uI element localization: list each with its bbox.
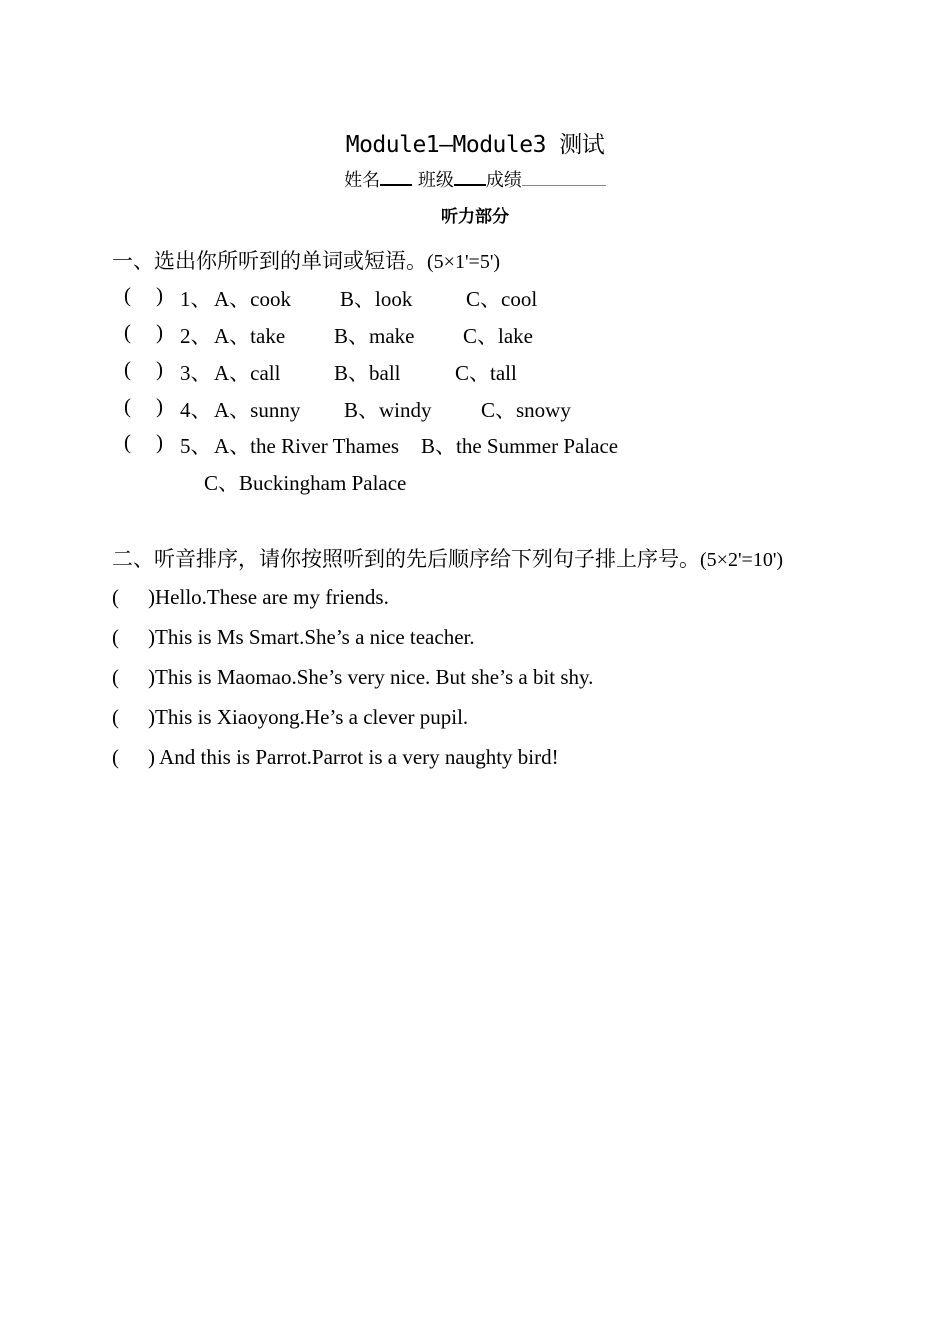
answer-paren-open: (: [112, 585, 119, 609]
name-blank[interactable]: [380, 166, 412, 186]
answer-paren-open: (: [112, 745, 119, 769]
answer-paren-close: ): [156, 357, 163, 381]
option-b: B、ball: [334, 361, 401, 385]
answer-paren-open: (: [124, 394, 131, 418]
answer-paren-open: (: [124, 320, 131, 344]
answer-paren-open: (: [112, 705, 119, 729]
class-label: 班级: [417, 170, 454, 191]
option-b: B、windy: [344, 398, 432, 422]
option-a: A、sunny: [214, 398, 301, 422]
answer-paren-open: (: [112, 665, 119, 689]
question-number: 4、: [180, 398, 212, 422]
option-c: C、tall: [455, 361, 517, 385]
option-c: C、cool: [466, 287, 538, 311]
score-blank[interactable]: [522, 167, 606, 186]
question-number: 3、: [180, 361, 212, 385]
section1-heading: 一、选出你所听到的单词或短语。(5×1'=5'): [112, 249, 501, 273]
listening-part-subtitle: 听力部分: [441, 207, 509, 227]
page-title: Module1—Module3 测试: [345, 132, 605, 158]
option-a: A、call: [214, 361, 281, 385]
option-a: A、the River Thames: [214, 434, 400, 458]
class-blank[interactable]: [454, 166, 486, 186]
option-c: C、Buckingham Palace: [204, 471, 407, 495]
answer-paren-open: (: [112, 625, 119, 649]
answer-paren-close: ): [156, 320, 163, 344]
sentence: )This is Xiaoyong.He’s a clever pupil.: [148, 705, 469, 729]
option-b: B、make: [334, 324, 415, 348]
sentence: )This is Ms Smart.She’s a nice teacher.: [148, 625, 475, 649]
section2-heading: 二、听音排序，请你按照听到的先后顺序给下列句子排上序号。(5×2'=10'): [112, 547, 784, 571]
option-a: A、cook: [214, 287, 291, 311]
question-number: 1、: [180, 287, 212, 311]
option-b: B、the Summer Palace: [421, 434, 619, 458]
sentence: )Hello.These are my friends.: [148, 585, 389, 609]
answer-paren-close: ): [156, 394, 163, 418]
sentence: )This is Maomao.She’s very nice. But she’s a bit shy.: [148, 665, 594, 689]
student-info-line: [0, 166, 950, 192]
option-c: C、lake: [463, 324, 533, 348]
sentence: ) And this is Parrot.Parrot is a very naughty bird!: [148, 745, 559, 769]
score-label: 成绩: [485, 170, 522, 191]
option-a: A、take: [214, 324, 286, 348]
answer-paren-open: (: [124, 430, 131, 454]
name-label: 姓名: [344, 170, 381, 191]
question-number: 2、: [180, 324, 212, 348]
question-number: 5、: [180, 434, 212, 458]
answer-paren-open: (: [124, 357, 131, 381]
option-c: C、snowy: [481, 398, 571, 422]
answer-paren-close: ): [156, 283, 163, 307]
answer-paren-open: (: [124, 283, 131, 307]
answer-paren-close: ): [156, 430, 163, 454]
option-b: B、look: [340, 287, 413, 311]
